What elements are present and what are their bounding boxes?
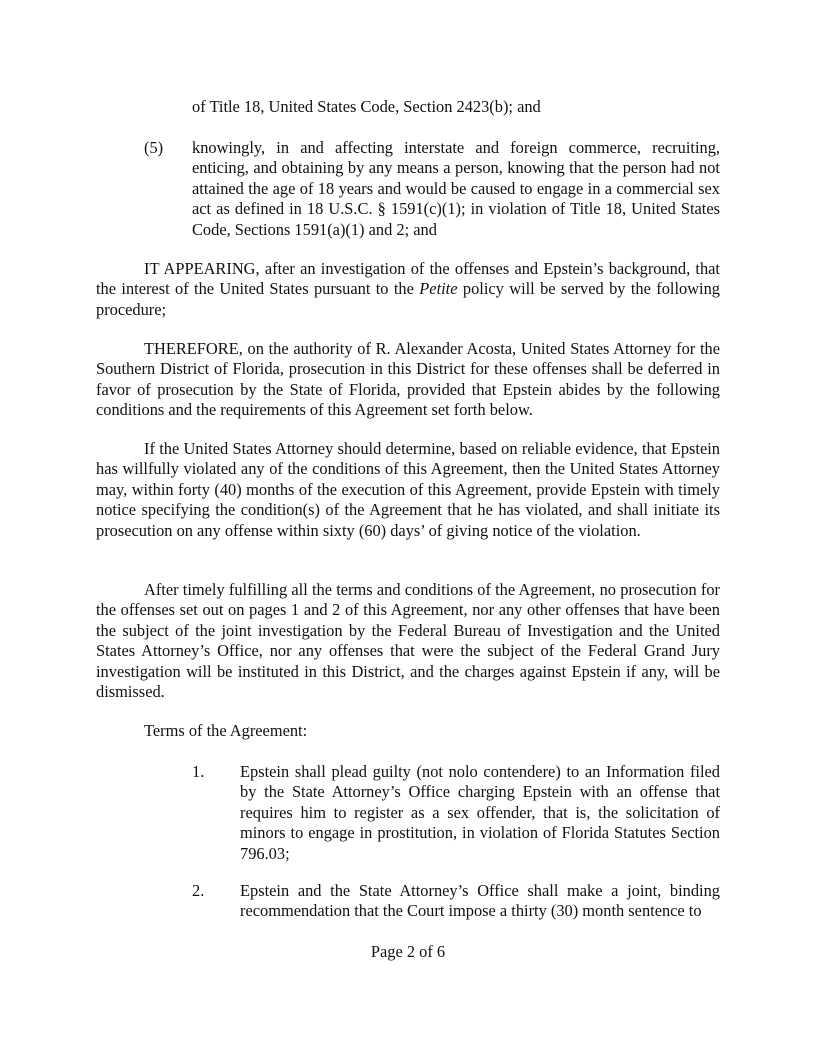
petite-policy-term: Petite	[419, 279, 458, 299]
terms-heading: Terms of the Agreement:	[144, 721, 308, 740]
term-1-text: Epstein shall plead guilty (not nolo contendere) to an Information filed by the State Attorney’s Office charging Epstein with an offense that requires him to register as a sex offender, that is, the solicitation of minors to engage in prostitution, in violation of Florida Statutes Section 796.03;	[240, 762, 720, 863]
violation-paragraph: If the United States Attorney should determine, based on reliable evidence, that Epstein has willfully violated any of the conditions of this Agreement, then the United States Attorney may, within forty (40) months of the execution of this Agreement, provide Epstein with timely notice specifying the condition(s) of the Agreement that he has violated, and shall initiate its prosecution on any offense within sixty (60) days’ of giving notice of the violation.	[96, 439, 720, 540]
item-5-text: knowingly, in and affecting interstate and foreign commerce, recruiting, enticing, and obtaining by any means a person, knowing that the person had not attained the age of 18 years and would be caused to engage in a commercial sex act as defined in 18 U.S.C. § 1591(c)(1); in violation of Title 18, United States Code, Sections 1591(a)(1) and 2; and	[192, 138, 720, 239]
it-appearing-text-after: policy will be served by the following procedure;	[96, 279, 720, 319]
it-appearing-text-before: IT APPEARING, after an investigation of the offenses and Epstein’s background, that the interest of the United States pursuant to the	[96, 259, 720, 299]
term-1-number: 1.	[192, 762, 205, 781]
page-number-footer: Page 2 of 6	[370, 942, 446, 961]
item-5-number: (5)	[144, 138, 164, 157]
therefore-paragraph: THEREFORE, on the authority of R. Alexander Acosta, United States Attorney for the Southern District of Florida, prosecution in this District for these offenses shall be deferred in favor of prosecution by the State of Florida, provided that Epstein abides by the following conditions and the requirements of this Agreement set forth below.	[96, 339, 720, 420]
fulfilling-paragraph: After timely fulfilling all the terms and conditions of the Agreement, no prosecution for the offenses set out on pages 1 and 2 of this Agreement, nor any other offenses that have been the subject of the joint investigation by the Federal Bureau of Investigation and the United States Attorney’s Office, nor any offenses that were the subject of the Federal Grand Jury investigation will be instituted in this District, and the charges against Epstein if any, will be dismissed.	[96, 580, 720, 702]
term-2-number: 2.	[192, 881, 205, 900]
continued-paragraph: of Title 18, United States Code, Section 2423(b); and	[192, 97, 541, 116]
term-2-text: Epstein and the State Attorney’s Office shall make a joint, binding recommendation that the Court impose a thirty (30) month sentence to	[240, 881, 720, 921]
it-appearing-paragraph	[96, 259, 720, 320]
